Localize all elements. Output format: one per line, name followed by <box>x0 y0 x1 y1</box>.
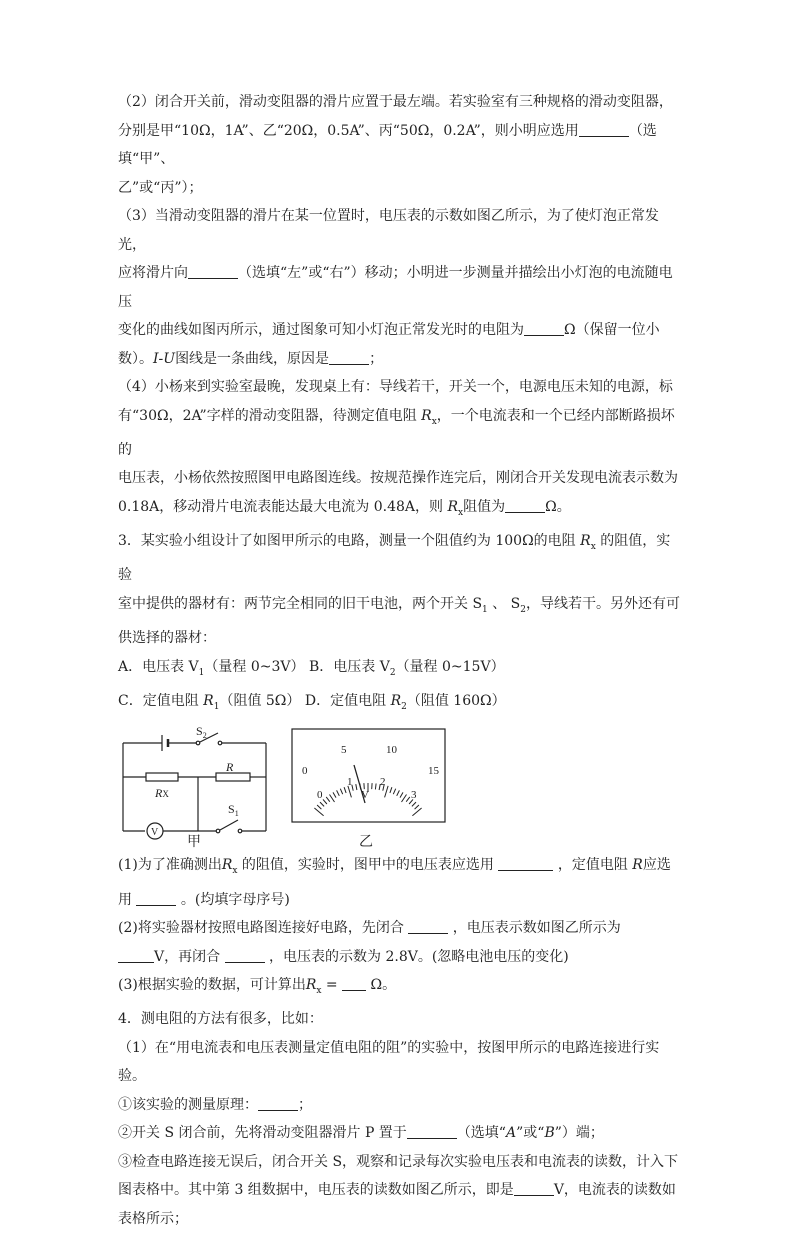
point-b-label: B <box>544 1125 554 1141</box>
q3-line1 <box>118 527 680 590</box>
rx-symbol: R <box>306 977 317 993</box>
dial-tick <box>412 808 421 816</box>
s1-label: $S_1$ <box>228 802 239 818</box>
rx-symbol: R <box>580 533 591 549</box>
dial-bottom-tick-label: 2 <box>380 776 386 788</box>
option-d: D．定值电阻 <box>305 693 391 709</box>
dial-tick <box>326 797 330 802</box>
option-a: A．电压表 V <box>118 659 199 675</box>
dial-bottom-tick-label: 3 <box>411 789 417 801</box>
dial-tick <box>390 787 392 793</box>
text: 电压表，小杨依然按照图甲电路图连线。按规范操作连完后，刚闭合开关发现电流表示数为 <box>118 470 678 486</box>
q3-options-cd <box>118 687 680 721</box>
text: ，一个电流表和一个已经内部断路损坏的 <box>118 408 675 458</box>
answer-blank[interactable] <box>498 856 553 871</box>
text: （选填“ <box>457 1125 506 1141</box>
text: V，电流表的读数如 <box>554 1182 676 1198</box>
switch-s1-lever <box>220 820 238 830</box>
text: ，电压表示数如图乙所示为 <box>448 920 620 936</box>
resistor-r <box>216 773 250 781</box>
iu-label: I-U <box>153 351 175 367</box>
dial-tick <box>314 808 323 816</box>
q2-part4-line3 <box>118 464 680 493</box>
rx-label: RX <box>154 786 169 800</box>
q2-part2-line3 <box>118 174 680 203</box>
text: ； <box>369 351 383 367</box>
subscript: 2 <box>390 667 396 677</box>
point-a-label: A <box>506 1125 516 1141</box>
text: (1)为了准确测出 <box>118 857 222 873</box>
dial-tick <box>406 797 410 802</box>
text: 、 S <box>488 596 521 612</box>
answer-blank[interactable] <box>136 891 176 906</box>
text: ，电压表的示数为 2.8V。(忽略电池电压的变化) <box>265 949 569 965</box>
text: ； <box>298 1097 312 1113</box>
dial-unit-label: V <box>361 789 369 801</box>
q3-line3 <box>118 624 680 653</box>
text: ，定值电阻 <box>553 857 632 873</box>
switch-contact <box>238 829 242 833</box>
dial-tick <box>375 784 376 790</box>
circuit-diagram <box>123 733 266 839</box>
answer-blank[interactable] <box>514 1181 554 1196</box>
q4-line2 <box>118 1034 680 1091</box>
answer-blank[interactable] <box>118 948 154 963</box>
text: 变化的曲线如图丙所示，通过图象可知小灯泡正常发光时的电阻为 <box>118 322 524 338</box>
q2-part3-line3 <box>118 316 680 345</box>
text: 乙”或“丙”）； <box>118 180 202 196</box>
rx-symbol: R <box>447 499 458 515</box>
q2-part3-line4 <box>118 345 680 374</box>
answer-blank[interactable] <box>408 919 448 934</box>
text: （1）在“用电流表和电压表测量定值电阻的阻”的实验中，按图甲所示的电路连接进行实验。 <box>118 1040 659 1085</box>
dial-tick <box>320 802 324 806</box>
text: 应选 <box>643 857 671 873</box>
dial-tick <box>397 791 400 796</box>
answer-blank[interactable] <box>258 1096 298 1111</box>
text: （阻值 160Ω） <box>407 693 506 709</box>
text: 应将滑片向 <box>118 265 188 281</box>
q4-line5 <box>118 1148 680 1177</box>
q4-line4 <box>118 1119 680 1148</box>
text: V，再闭合 <box>154 949 225 965</box>
dial-tick <box>415 805 419 809</box>
dial-top-tick-label: 15 <box>428 765 440 777</box>
q2-part3-line1 <box>118 202 680 259</box>
voltmeter-dial <box>292 729 445 822</box>
text: ，导线若干。另外还有可 <box>526 596 680 612</box>
subscript: 1 <box>199 667 205 677</box>
text: （选填“左”或“右”）移动；小明进一步测量并描绘出小灯泡的电流随电压 <box>118 265 673 310</box>
switch-contact <box>218 741 222 745</box>
q3-sub2-line1 <box>118 914 680 943</box>
q4-line7 <box>118 1205 680 1233</box>
figure-yi-caption: 乙 <box>359 831 373 851</box>
answer-blank[interactable] <box>407 1124 457 1139</box>
text: ”或“ <box>516 1125 544 1141</box>
dial-bottom-tick-label: 0 <box>317 789 323 801</box>
answer-blank[interactable] <box>524 321 564 336</box>
option-b: B．电压表 V <box>309 659 390 675</box>
text: 用 <box>118 892 136 908</box>
text: = <box>321 977 342 993</box>
dial-tick <box>337 791 340 796</box>
text: 数）。 <box>118 351 153 367</box>
subscript: 2 <box>401 702 407 712</box>
subscript: x <box>432 416 437 426</box>
text: Ω。 <box>545 499 571 515</box>
text: (3)根据实验的数据，可计算出 <box>118 977 306 993</box>
text: （4）小杨来到实验室最晚，发现桌上有：导线若干，开关一个，电源电压未知的电源，标 <box>118 379 673 395</box>
subscript: x <box>316 986 321 996</box>
dial-tick <box>344 787 346 793</box>
text: ”）端； <box>555 1125 604 1141</box>
dial-tick <box>402 795 407 803</box>
voltmeter-label: V <box>151 827 159 838</box>
answer-blank[interactable] <box>188 264 238 279</box>
text: （阻值 5Ω） <box>219 693 300 709</box>
dial-tick <box>330 795 335 803</box>
rx-symbol: R <box>421 408 432 424</box>
text: ③检查电路连接无误后，闭合开关 S，观察和记录每次实验电压表和电流表的读数，计入下 <box>118 1154 678 1170</box>
text: Ω（保留一位小 <box>564 322 660 338</box>
q3-sub1-line1 <box>118 851 680 885</box>
dial-tick <box>393 789 395 795</box>
subscript: x <box>458 508 463 518</box>
text: ①该实验的测量原理： <box>118 1097 258 1113</box>
q4-line1 <box>118 1005 680 1034</box>
text: 图表格中。其中第 3 组数据中，电压表的读数如图乙所示，即是 <box>118 1182 514 1198</box>
text: (2)将实验器材按照电路图连接好电路，先闭合 <box>118 920 408 936</box>
q2-part4-line1 <box>118 373 680 402</box>
q2-part4-line2 <box>118 402 680 465</box>
dial-tick <box>323 800 327 805</box>
text: 供选择的器材： <box>118 630 216 646</box>
dial-tick <box>340 789 342 795</box>
q3-sub1-line2 <box>118 886 680 915</box>
answer-blank[interactable] <box>505 498 545 513</box>
q2-part2-line2 <box>118 117 680 174</box>
r-label: R <box>225 760 234 774</box>
resistor-rx <box>146 773 178 781</box>
answer-blank[interactable] <box>329 350 369 365</box>
subscript: 1 <box>482 605 488 615</box>
dial-tick <box>356 784 357 790</box>
dial-tick <box>400 793 403 798</box>
answer-blank[interactable] <box>579 122 629 137</box>
dial-tick <box>412 802 416 806</box>
q3-sub2-line2 <box>118 943 680 972</box>
q3-options-ab <box>118 653 680 687</box>
text: 有“30Ω，2A”字样的滑动变阻器，待测定值电阻 <box>118 408 421 424</box>
dial-bottom-tick-label: 1 <box>347 776 353 788</box>
r-symbol: R <box>203 693 214 709</box>
text: 图线是一条曲线，原因是 <box>175 351 329 367</box>
text: Ω。 <box>366 977 396 993</box>
text: ②开关 S 闭合前，先将滑动变阻器滑片 P 置于 <box>118 1125 407 1141</box>
s2-label: $S_2$ <box>196 724 207 740</box>
option-c: C．定值电阻 <box>118 693 203 709</box>
text: （2）闭合开关前，滑动变阻器的滑片应置于最左端。若实验室有三种规格的滑动变阻器， <box>118 94 673 110</box>
q2-part4-line4 <box>118 493 680 527</box>
switch-contact <box>216 829 220 833</box>
q3-line2 <box>118 590 680 624</box>
text: （量程 0~15V） <box>396 659 505 675</box>
q3-figures <box>118 723 680 851</box>
text: 分别是甲“10Ω，1A”、乙“20Ω，0.5A”、丙“50Ω，0.2A”，则小明应选用 <box>118 123 579 139</box>
text: （选填“甲”、 <box>118 123 657 168</box>
answer-blank[interactable] <box>342 976 366 991</box>
subscript: 1 <box>214 702 220 712</box>
r-symbol: R <box>632 857 643 873</box>
dial-top-tick-label: 10 <box>386 744 398 756</box>
subscript: x <box>232 866 237 876</box>
text: 4．测电阻的方法有很多，比如： <box>118 1011 323 1027</box>
q2-part2-line1 <box>118 88 680 117</box>
q4-line3 <box>118 1091 680 1120</box>
document-body <box>118 88 680 1233</box>
q3-sub3 <box>118 971 680 1005</box>
text: （3）当滑动变阻器的滑片在某一位置时，电压表的示数如图乙所示，为了使灯泡正常发光， <box>118 208 659 253</box>
text: 表格所示； <box>118 1211 188 1227</box>
q4-line6 <box>118 1176 680 1205</box>
switch-contact <box>196 741 200 745</box>
text: 0.18A，移动滑片电流表能达最大电流为 0.48A，则 <box>118 499 447 515</box>
rx-symbol: R <box>222 857 233 873</box>
text: 的阻值，实验 <box>118 533 670 583</box>
dial-top-tick-label: 5 <box>341 744 347 756</box>
answer-blank[interactable] <box>225 948 265 963</box>
text: 。(均填字母序号) <box>176 892 289 908</box>
text: 3．某实验小组设计了如图甲所示的电路，测量一个阻值约为 100Ω的电阻 <box>118 533 580 549</box>
q2-part3-line2 <box>118 259 680 316</box>
subscript: 2 <box>520 605 526 615</box>
dial-tick <box>317 805 321 809</box>
r-symbol: R <box>391 693 402 709</box>
dial-tick <box>333 793 336 798</box>
subscript: x <box>591 542 596 552</box>
dial-top-tick-label: 0 <box>302 765 308 777</box>
text: 室中提供的器材有：两节完全相同的旧干电池，两个开关 S <box>118 596 482 612</box>
text: （量程 0~3V） <box>204 659 304 675</box>
text: 的阻值，实验时，图甲中的电压表应选用 <box>237 857 498 873</box>
text: 阻值为 <box>463 499 505 515</box>
circuit-and-dial-figure <box>118 723 458 851</box>
figure-jia-caption: 甲 <box>187 831 201 851</box>
